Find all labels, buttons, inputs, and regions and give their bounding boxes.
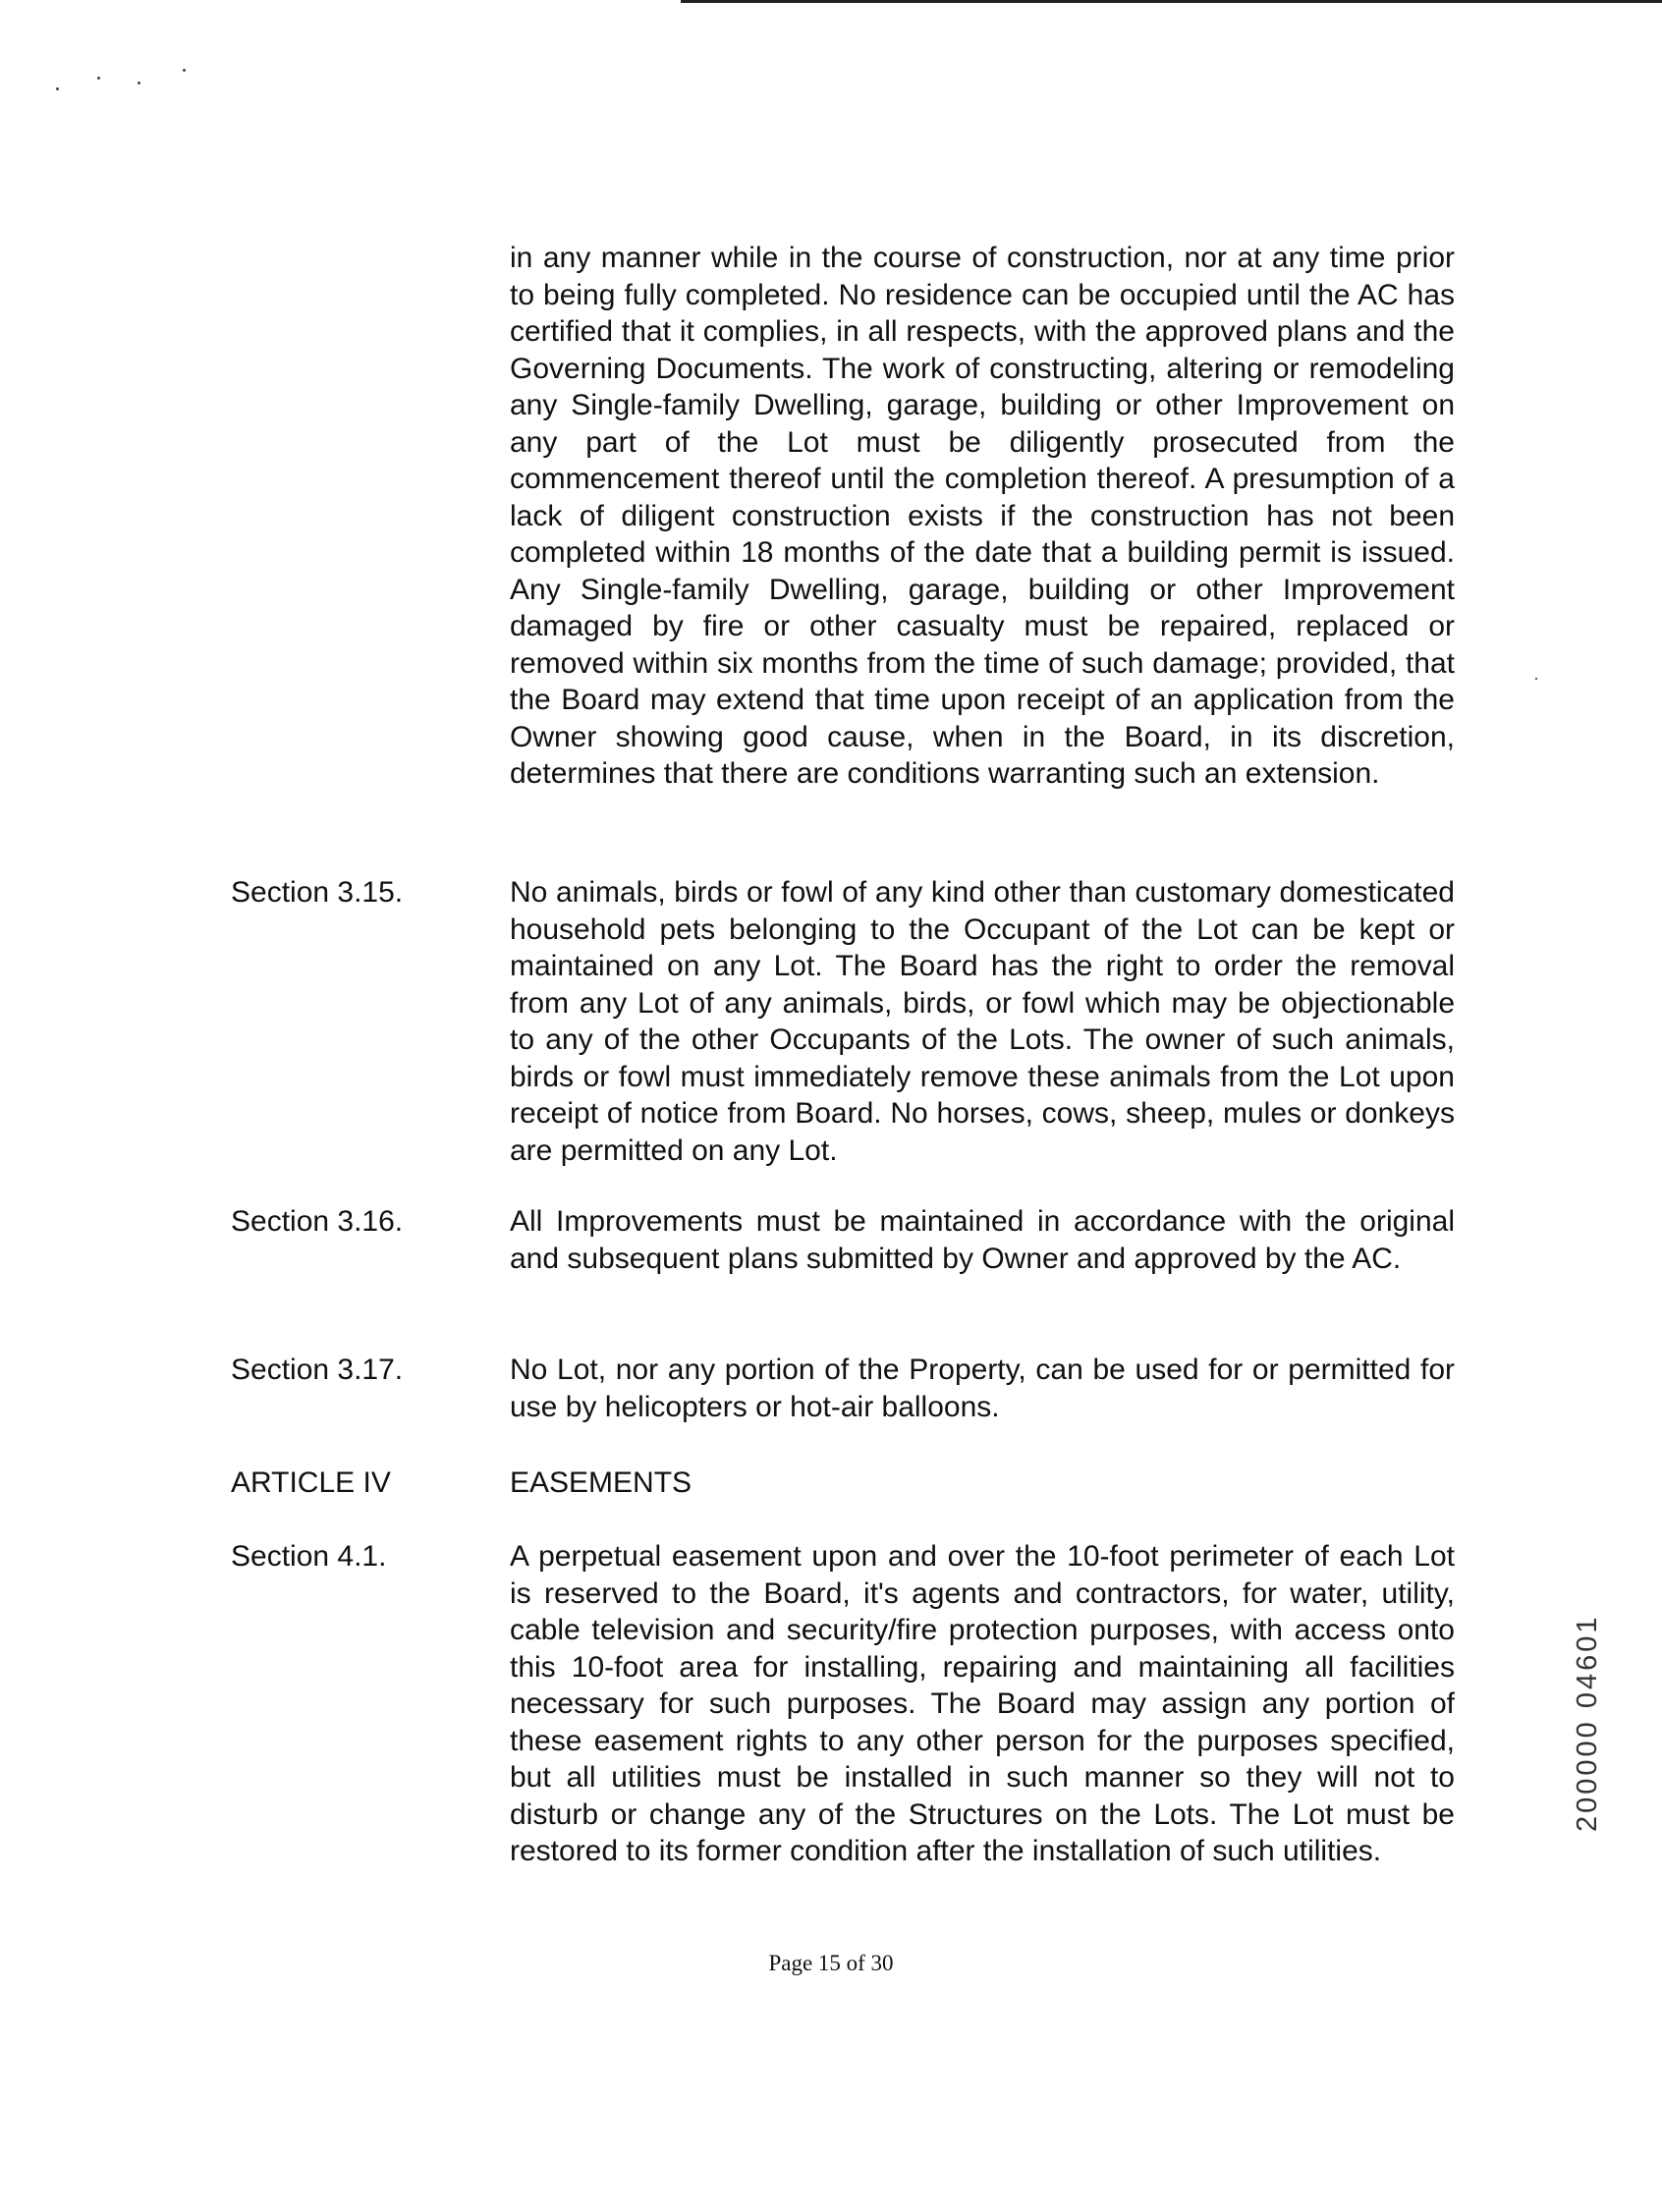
article-label: ARTICLE IV bbox=[231, 1466, 391, 1499]
section-text: No Lot, nor any portion of the Property, can be used for or permitted for use by helicopters or hot-air balloons. bbox=[510, 1354, 1455, 1423]
page-number-footer: Page 15 of 30 bbox=[768, 1951, 894, 1975]
top-scan-rule bbox=[681, 0, 1662, 3]
scan-speck bbox=[1535, 678, 1537, 680]
section-text: No animals, birds or fowl of any kind other than customary domesticated household pets belonging to the Occupant of the Lot can be kept or maintained on any Lot. The Board has the right to order the removal from any Lot of any animals, birds, or fowl which may be objectionable to any of the other Occupants of the Lots. The owner of such animals, birds or fowl must immediately remove these animals from the Lot upon receipt of notice from Board. No horses, cows, sheep, mules or donkeys are permitted on any Lot. bbox=[510, 876, 1455, 1167]
scan-speck bbox=[138, 82, 140, 84]
scan-speck bbox=[183, 69, 186, 72]
section-label: Section 4.1. bbox=[231, 1540, 387, 1573]
section-label: Section 3.15. bbox=[231, 876, 404, 909]
article-title: EASEMENTS bbox=[510, 1466, 692, 1499]
section-label: Section 3.16. bbox=[231, 1205, 404, 1238]
intro-paragraph: in any manner while in the course of construction, nor at any time prior to being fully completed. No residence can be occupied until the AC has certified that it complies, in all respects, with the approved plans and the Governing Documents. The work of constructing, altering or remodeling any Single-family Dwelling, garage, building or other Improvement on any part of the Lot must be diligently prosecuted from the commencement thereof until the completion thereof. A presumption of a lack of diligent construction exists if the construction has not been completed within 18 months of the date that a building permit is issued. Any Single-family Dwelling, garage, building or other Improvement damaged by fire or other casualty must be repaired, replaced or removed within six months from the time of such damage; provided, that the Board may extend that time upon receipt of an application from the Owner showing good cause, when in the Board, in its discretion, determines that there are conditions warranting such an extension. bbox=[510, 242, 1455, 790]
section-text: A perpetual easement upon and over the 10-foot perimeter of each Lot is reserved to the Board, it's agents and contractors, for water, utility, cable television and security/fire protection purposes, with access onto this 10-foot area for installing, repairing and maintaining all facilities necessary for such purposes. The Board may assign any portion of these easement rights to any other person for the purposes specified, but all utilities must be installed in such manner so they will not to disturb or change any of the Structures on the Lots. The Lot must be restored to its former condition after the installation of such utilities. bbox=[510, 1540, 1455, 1867]
scan-speck bbox=[56, 87, 59, 90]
margin-stamp: 200000 04601 bbox=[1572, 1614, 1603, 1832]
section-label: Section 3.17. bbox=[231, 1354, 404, 1386]
scan-speck bbox=[97, 77, 100, 80]
section-text: All Improvements must be maintained in accordance with the original and subsequent plans submitted by Owner and approved by the AC. bbox=[510, 1205, 1455, 1275]
